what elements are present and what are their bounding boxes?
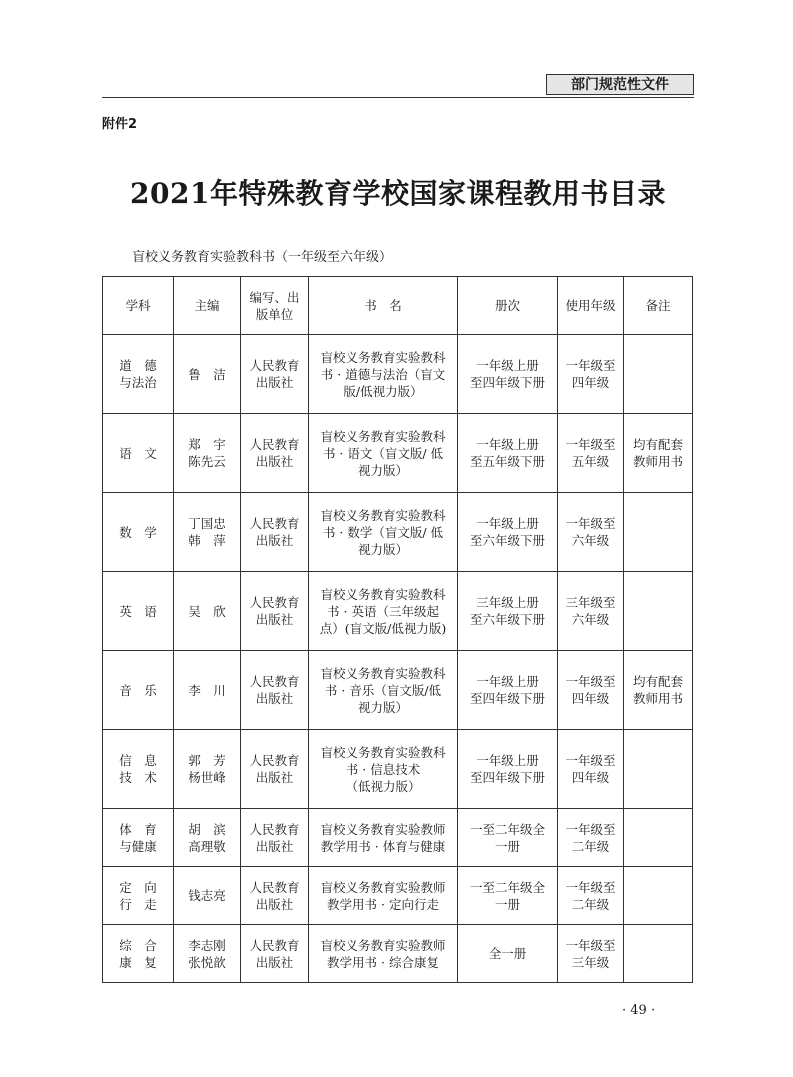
publisher-cell-line: 出版社 [255,838,294,854]
volumes-cell [458,335,558,414]
volumes-cell-line: 一册 [494,896,520,912]
book-name-cell-line: 教学用书 · 综合康复 [327,954,439,970]
subject-cell-line: 体 育 [119,821,157,837]
book-name-cell [309,809,458,867]
subject-cell [103,414,174,493]
book-name-cell-line: 盲校义务教育实验教师 [320,879,446,895]
editor-cell-line: 高理敬 [188,838,226,854]
book-name-cell [309,925,458,983]
editor-cell-line: 韩 萍 [188,533,226,548]
publisher-cell [241,651,309,730]
subject-cell-line: 与健康 [119,838,157,854]
subject-cell-line: 英 语 [119,603,157,619]
editor-cell-line: 丁国忠 [188,516,226,531]
publisher-cell-line: 出版社 [255,691,294,706]
subject-cell [103,493,174,572]
volumes-cell [458,414,558,493]
book-name-cell-line: 盲校义务教育实验教科 [320,665,446,681]
publisher-cell-line: 人民教育 [249,674,300,689]
subject-cell [103,651,174,730]
book-name-cell-line: 点）(盲文版/低视力版) [319,620,447,636]
publisher-cell-line: 人民教育 [249,937,300,953]
subject-cell [103,572,174,651]
grades-cell-line: 四年级 [571,770,610,785]
header-publisher [241,277,309,335]
editor-cell [174,335,241,414]
grades-cell [558,925,624,983]
volumes-cell-line: 至四年级下册 [469,375,545,390]
editor-cell-line: 张悦歆 [188,954,226,970]
volumes-cell [458,493,558,572]
table-row [103,730,693,809]
grades-cell-line: 一年级至 [565,753,616,768]
volumes-cell-line: 一年级上册 [476,674,539,689]
grades-cell-line: 六年级 [571,533,610,548]
editor-cell-line: 钱志亮 [188,888,226,903]
table-row [103,925,693,983]
document-category-tag: 部门规范性文件 [546,74,694,95]
table-row [103,867,693,925]
notes-cell [624,335,693,414]
notes-cell [624,572,693,651]
subject-cell [103,925,174,983]
volumes-cell-line: 一年级上册 [476,437,539,452]
subject-cell-line: 信 息 [119,753,157,768]
header-subject: 学科 [103,277,174,335]
editor-cell [174,867,241,925]
volumes-cell-line: 一册 [494,838,520,854]
book-name-cell-line: 教学用书 · 定向行走 [327,896,439,912]
subject-cell [103,335,174,414]
volumes-cell-line: 一年级上册 [476,753,539,768]
book-name-cell [309,493,458,572]
grades-cell [558,493,624,572]
publisher-cell-line: 人民教育 [249,879,300,895]
book-name-cell-line: 书 · 英语（三年级起 [327,603,439,619]
volumes-cell [458,925,558,983]
grades-cell-line: 二年级 [571,896,610,912]
header-publisher-line: 版单位 [255,306,294,322]
editor-cell-line: 胡 滨 [188,821,226,837]
editor-cell [174,493,241,572]
publisher-cell-line: 人民教育 [249,358,300,373]
grades-cell [558,572,624,651]
notes-cell [624,414,693,493]
book-name-cell-line: 视力版） [357,541,408,557]
grades-cell [558,651,624,730]
editor-cell-line: 吴 欣 [188,603,226,619]
header-editor: 主编 [174,277,241,335]
notes-cell-line: 教师用书 [632,691,683,706]
book-name-cell-line: 教学用书 · 体育与健康 [320,838,446,854]
book-name-cell-line: 盲校义务教育实验教师 [320,821,446,837]
grades-cell [558,414,624,493]
publisher-cell [241,572,309,651]
header-rule [102,97,694,98]
book-name-cell [309,572,458,651]
grades-cell-line: 一年级至 [565,437,616,452]
grades-cell [558,335,624,414]
grades-cell-line: 一年级至 [565,879,616,895]
publisher-cell-line: 出版社 [255,454,294,469]
header-notes: 备注 [624,277,693,335]
volumes-cell [458,730,558,809]
notes-cell [624,730,693,809]
volumes-cell [458,572,558,651]
book-name-cell-line: 盲校义务教育实验教科 [320,586,446,602]
publisher-cell-line: 出版社 [255,896,294,912]
editor-cell-line: 郑 宇 [188,437,226,452]
textbook-catalog-table [102,276,693,983]
volumes-cell [458,651,558,730]
grades-cell-line: 五年级 [571,454,610,469]
volumes-cell [458,867,558,925]
publisher-cell [241,809,309,867]
grades-cell-line: 一年级至 [565,674,616,689]
book-name-cell [309,335,458,414]
header-volumes: 册次 [458,277,558,335]
notes-cell [624,925,693,983]
publisher-cell [241,925,309,983]
volumes-cell-line: 至四年级下册 [469,770,545,785]
notes-cell [624,867,693,925]
grades-cell-line: 三年级至 [565,595,616,610]
book-name-cell [309,414,458,493]
grades-cell-line: 一年级至 [565,937,616,953]
book-name-cell-line: 版/低视力版） [343,383,423,399]
annex-label: 附件2 [102,117,138,132]
editor-cell-line: 李 川 [188,682,226,698]
volumes-cell-line: 至五年级下册 [469,454,545,469]
editor-cell [174,414,241,493]
notes-cell [624,493,693,572]
book-name-cell-line: 书 · 数学（盲文版/ 低 [322,524,444,540]
publisher-cell [241,493,309,572]
table-row [103,335,693,414]
header-grades: 使用年级 [558,277,624,335]
book-name-cell-line: 书 · 语文（盲文版/ 低 [322,445,444,461]
volumes-cell-line: 一至二年级全 [469,821,545,837]
grades-cell-line: 二年级 [571,838,610,854]
subject-cell [103,809,174,867]
grades-cell [558,809,624,867]
book-name-cell [309,730,458,809]
notes-cell-line: 均有配套 [632,674,683,689]
subject-cell [103,867,174,925]
table-row [103,493,693,572]
book-name-cell-line: （低视力版） [345,778,421,794]
publisher-cell [241,414,309,493]
volumes-cell-line: 至六年级下册 [469,612,545,627]
grades-cell-line: 一年级至 [565,821,616,837]
publisher-cell [241,867,309,925]
publisher-cell-line: 出版社 [255,375,294,390]
publisher-cell-line: 人民教育 [249,595,300,610]
subject-cell-line: 康 复 [119,954,157,970]
publisher-cell-line: 人民教育 [249,516,300,531]
editor-cell [174,651,241,730]
subject-cell-line: 技 术 [119,770,157,785]
book-name-cell-line: 盲校义务教育实验教科 [320,428,446,444]
publisher-cell-line: 出版社 [255,612,294,627]
subject-cell-line: 音 乐 [119,682,157,698]
editor-cell [174,809,241,867]
notes-cell [624,809,693,867]
volumes-cell [458,809,558,867]
book-name-cell-line: 盲校义务教育实验教科 [320,744,446,760]
book-name-cell-line: 盲校义务教育实验教师 [320,937,446,953]
volumes-cell-line: 全一册 [488,946,527,961]
editor-cell-line: 鲁 洁 [188,366,226,382]
book-name-cell [309,867,458,925]
header-publisher-line: 编写、出 [249,289,300,305]
editor-cell [174,925,241,983]
publisher-cell-line: 人民教育 [249,821,300,837]
editor-cell-line: 陈先云 [188,454,226,469]
publisher-cell-line: 人民教育 [249,753,300,768]
book-name-cell-line: 书 · 道德与法治（盲文 [320,366,446,382]
volumes-cell-line: 一至二年级全 [469,879,545,895]
subject-cell-line: 数 学 [119,524,157,540]
book-name-cell [309,651,458,730]
book-name-cell-line: 盲校义务教育实验教科 [320,507,446,523]
grades-cell [558,867,624,925]
editor-cell [174,730,241,809]
subject-cell-line: 道 德 [119,358,157,373]
book-name-cell-line: 视力版） [357,462,408,478]
grades-cell-line: 三年级 [571,954,610,970]
editor-cell-line: 杨世峰 [188,770,226,785]
grades-cell-line: 一年级至 [565,358,616,373]
header-book-name: 书 名 [309,277,458,335]
volumes-cell-line: 一年级上册 [476,516,539,531]
publisher-cell [241,335,309,414]
table-subtitle: 盲校义务教育实验教科书（一年级至六年级） [132,250,393,265]
notes-cell [624,651,693,730]
grades-cell-line: 四年级 [571,691,610,706]
table-row [103,809,693,867]
book-name-cell-line: 盲校义务教育实验教科 [320,349,446,365]
volumes-cell-line: 一年级上册 [476,358,539,373]
publisher-cell [241,730,309,809]
table-row [103,651,693,730]
subject-cell-line: 行 走 [119,896,157,912]
grades-cell [558,730,624,809]
publisher-cell-line: 出版社 [255,533,294,548]
subject-cell-line: 语 文 [119,445,157,461]
grades-cell-line: 六年级 [571,612,610,627]
book-name-cell-line: 书 · 信息技术 [345,761,421,777]
publisher-cell-line: 出版社 [255,770,294,785]
grades-cell-line: 一年级至 [565,516,616,531]
publisher-cell-line: 人民教育 [249,437,300,452]
subject-cell-line: 与法治 [119,375,157,390]
publisher-cell-line: 出版社 [255,954,294,970]
volumes-cell-line: 至四年级下册 [469,691,545,706]
page-number: · 49 · [622,1003,656,1018]
subject-cell [103,730,174,809]
editor-cell-line: 郭 芳 [188,753,226,768]
table-row [103,572,693,651]
notes-cell-line: 均有配套 [632,437,683,452]
table-row [103,414,693,493]
page-title: 2021年特殊教育学校国家课程教用书目录 [130,177,666,210]
subject-cell-line: 综 合 [119,937,157,953]
volumes-cell-line: 三年级上册 [476,595,539,610]
book-name-cell-line: 视力版） [357,699,408,715]
editor-cell-line: 李志刚 [188,937,226,953]
grades-cell-line: 四年级 [571,375,610,390]
volumes-cell-line: 至六年级下册 [469,533,545,548]
subject-cell-line: 定 向 [119,879,157,895]
book-name-cell-line: 书 · 音乐（盲文版/低 [324,682,442,698]
editor-cell [174,572,241,651]
table-header-row [103,277,693,335]
notes-cell-line: 教师用书 [632,454,683,469]
